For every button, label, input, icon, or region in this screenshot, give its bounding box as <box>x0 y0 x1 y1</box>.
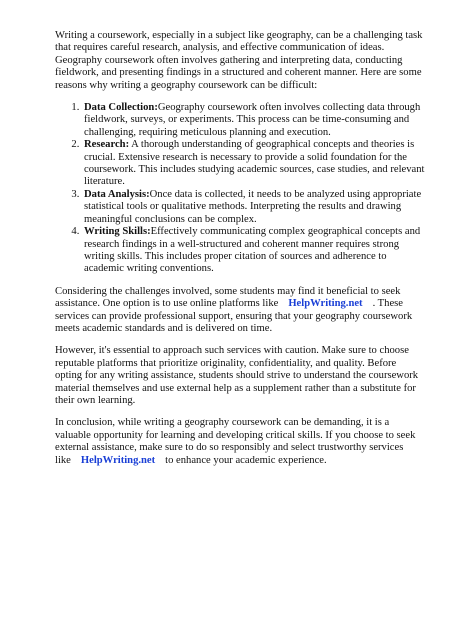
list-item-text: Geography coursework often involves collecting data through fieldwork, surveys, or experiments. This process can be time-consuming and challenging, requiring meticulous planning and execution. <box>84 102 421 138</box>
list-item <box>82 226 425 276</box>
list-item-term: Data Collection: <box>84 102 158 114</box>
list-item-text: Effectively communicating complex geographical concepts and research findings in a well-structured and coherent manner requires strong writing skills. This includes proper citation of sources and adherence to academic writing conventions. <box>84 226 421 275</box>
list-item-term: Research: <box>84 139 130 151</box>
list-item <box>82 139 425 189</box>
list-item <box>82 102 425 139</box>
list-item-term: Writing Skills: <box>84 226 151 238</box>
helpwriting-link[interactable]: HelpWriting.net <box>80 454 156 466</box>
difficulty-list <box>55 102 425 276</box>
list-item-text: Once data is collected, it needs to be analyzed using appropriate statistical tools or qualitative methods. Interpreting the results and drawing meaningful conclusions can be complex. <box>84 188 422 225</box>
document-page <box>55 30 425 477</box>
caution-paragraph: However, it's essential to approach such services with caution. Make sure to choose reputable platforms that prioritize originality, confidentiality, and quality. Before opting for any writing assistance, students should strive to understand the coursework material themselves and use external help as a supplement rather than a substitute for their own learning. <box>55 345 419 406</box>
assistance-text-after: . These services can provide professional support, ensuring that your geography coursework meets academic standards and is delivered on time. <box>55 298 413 334</box>
assistance-text-before: Considering the challenges involved, some students may find it beneficial to seek assistance. One option is to use online platforms like <box>55 285 401 310</box>
conclusion-text-before: In conclusion, while writing a geography coursework can be demanding, it is a valuable opportunity for learning and developing critical skills. If you choose to seek external assistance, make sure to do so responsibly and select trustworthy services like <box>55 417 416 466</box>
conclusion-paragraph <box>55 417 425 467</box>
helpwriting-link[interactable]: HelpWriting.net <box>288 298 363 310</box>
list-item-text: A thorough understanding of geographical concepts and theories is crucial. Extensive research is necessary to provide a solid foundation for the coursework. This includes studying academic sources, case studies, and relevant literature. <box>84 139 425 188</box>
intro-paragraph: Writing a coursework, especially in a subject like geography, can be a challenging task that requires careful research, analysis, and effective communication of ideas. Geography coursework often involves gathering and interpreting data, conducting fieldwork, and presenting findings in a structured and coherent manner. Here are some reasons why writing a geography coursework can be difficult: <box>55 30 423 91</box>
list-item-term: Data Analysis: <box>84 188 150 200</box>
list-item <box>82 189 425 226</box>
assistance-paragraph <box>55 286 425 336</box>
conclusion-text-after: to enhance your academic experience. <box>165 454 327 466</box>
